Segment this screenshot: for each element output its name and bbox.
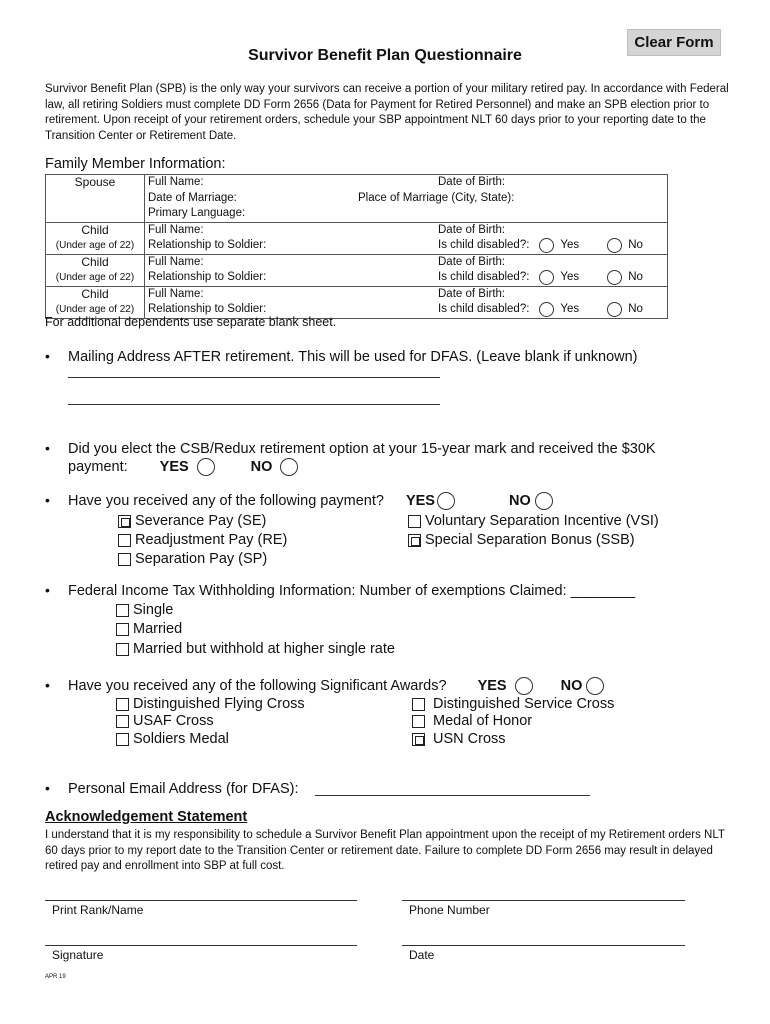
payment-no-radio[interactable] — [535, 492, 553, 510]
spouse-place-of-marriage[interactable]: Place of Marriage (City, State): — [358, 191, 515, 204]
awards-question: Have you received any of the following Significant Awards? — [68, 678, 447, 694]
spouse-dob[interactable]: Date of Birth: — [438, 176, 506, 188]
child-row: Child (Under age of 22) Full Name: Date of Birth: Relationship to Soldier: Is child disabled?: Yes No — [46, 254, 668, 286]
yes-radio[interactable] — [539, 270, 554, 285]
child-row: Child (Under age of 22) Full Name: Date of Birth: Relationship to Soldier: Is child disabled?: Yes No — [46, 286, 668, 318]
usn-checkbox[interactable] — [412, 733, 425, 746]
married-higher-option[interactable]: Married but withhold at higher single rate — [116, 640, 395, 659]
mailing-line-1[interactable] — [68, 377, 440, 378]
bullet: • — [45, 677, 50, 693]
usaf-cross-option[interactable]: USAF Cross — [116, 712, 214, 731]
no-radio[interactable] — [607, 270, 622, 285]
soldiers-medal-option[interactable]: Soldiers Medal — [116, 730, 229, 749]
married-higher-checkbox[interactable] — [116, 643, 129, 656]
spouse-row — [46, 175, 668, 223]
email-question: Personal Email Address (for DFAS): — [68, 781, 299, 797]
readjustment-pay-option[interactable]: Readjustment Pay (RE) — [118, 531, 287, 550]
spouse-primary-language[interactable]: Primary Language: — [148, 207, 246, 219]
csb-no-radio[interactable] — [280, 458, 298, 476]
yes-radio[interactable] — [539, 238, 554, 253]
child-full-name[interactable]: Full Name: — [148, 223, 204, 236]
bullet: • — [45, 780, 50, 796]
soldiers-medal-checkbox[interactable] — [116, 733, 129, 746]
email-line[interactable] — [315, 795, 590, 796]
bullet: • — [45, 348, 50, 364]
print-rank-line[interactable] — [45, 900, 357, 901]
awards-yes-radio[interactable] — [515, 677, 533, 695]
date-line[interactable] — [402, 945, 685, 946]
separation-pay-option[interactable]: Separation Pay (SP) — [118, 550, 267, 569]
spouse-full-name[interactable]: Full Name: — [148, 176, 204, 188]
bullet: • — [45, 440, 50, 456]
separation-checkbox[interactable] — [118, 553, 131, 566]
child-full-name[interactable]: Full Name: — [148, 255, 204, 268]
usn-cross-option[interactable]: USN Cross — [412, 730, 506, 749]
no-radio[interactable] — [607, 302, 622, 317]
intro-paragraph: Survivor Benefit Plan (SPB) is the only way your survivors can receive a portion of your military retired pay. In accordance with Federal law, all retiring Soldiers must complete DD Form 2656 (Data for Payment for Retired Personnel) and make an SPB election prior to retirement. Upon receipt of your retirement orders, schedule your SBP appointment NLT 60 days prior to your reporting date to the Transition Center or Retirement Date. — [45, 83, 729, 142]
clear-form-button[interactable]: Clear Form — [627, 29, 721, 56]
vsi-option[interactable]: Voluntary Separation Incentive (VSI) — [408, 512, 659, 531]
child-label: Child (Under age of 22) — [46, 254, 145, 286]
payment-question: Have you received any of the following payment? — [68, 493, 384, 509]
no-radio[interactable] — [607, 238, 622, 253]
moh-option[interactable]: Medal of Honor — [412, 712, 532, 731]
mailing-line-2[interactable] — [68, 404, 440, 405]
signature-line[interactable] — [45, 945, 357, 946]
usaf-checkbox[interactable] — [116, 715, 129, 728]
family-heading: Family Member Information: — [45, 156, 226, 172]
csb-answer-row: payment: YES NO — [68, 458, 304, 476]
child-label: Child (Under age of 22) — [46, 222, 145, 254]
ssb-checkbox[interactable] — [408, 534, 421, 547]
spouse-date-of-marriage[interactable]: Date of Marriage: — [148, 191, 237, 204]
form-revision: APR 19 — [45, 974, 66, 980]
csb-yes-radio[interactable] — [197, 458, 215, 476]
payment-question-row: Have you received any of the following payment? YES NO — [68, 492, 559, 510]
child-disabled-label: Is child disabled?: — [438, 303, 530, 315]
child-relationship[interactable]: Relationship to Soldier: — [148, 303, 267, 315]
married-option[interactable]: Married — [116, 620, 182, 639]
vsi-checkbox[interactable] — [408, 515, 421, 528]
tax-question: Federal Income Tax Withholding Information: Number of exemptions Claimed: ________ — [68, 583, 636, 599]
child-dob[interactable]: Date of Birth: — [438, 287, 506, 300]
dsc-checkbox[interactable] — [412, 698, 425, 711]
awards-no-radio[interactable] — [586, 677, 604, 695]
date-label: Date — [409, 948, 435, 962]
child-disabled-label: Is child disabled?: — [438, 271, 530, 283]
phone-line[interactable] — [402, 900, 685, 901]
bullet: • — [45, 492, 50, 508]
severance-pay-option[interactable]: Severance Pay (SE) — [118, 512, 266, 531]
payment-yes-radio[interactable] — [437, 492, 455, 510]
child-row: Child (Under age of 22) Full Name: Date of Birth: Relationship to Soldier: Is child disabled?: Yes No — [46, 222, 668, 254]
dfc-checkbox[interactable] — [116, 698, 129, 711]
yes-radio[interactable] — [539, 302, 554, 317]
child-relationship[interactable]: Relationship to Soldier: — [148, 271, 267, 283]
child-full-name[interactable]: Full Name: — [148, 287, 204, 300]
dsc-option[interactable]: Distinguished Service Cross — [412, 695, 614, 714]
bullet: • — [45, 582, 50, 598]
child-disabled-label: Is child disabled?: — [438, 239, 530, 251]
severance-checkbox[interactable] — [118, 515, 131, 528]
ack-text: I understand that it is my responsibility to schedule a Survivor Benefit Plan appointment upon the receipt of my Retirement orders NLT 60 days prior to my report date to the Transition Center or retirement date. Failure to complete DD Form 2656 may result in delayed retired pay and enrollment into SBP at full cost. — [45, 829, 725, 872]
dependents-note: For additional dependents use separate blank sheet. — [45, 315, 337, 329]
signature-label: Signature — [52, 948, 104, 962]
moh-checkbox[interactable] — [412, 715, 425, 728]
family-table — [45, 174, 668, 319]
awards-question-row: Have you received any of the following Significant Awards? YES NO — [68, 677, 610, 695]
single-checkbox[interactable] — [116, 604, 129, 617]
single-option[interactable]: Single — [116, 601, 173, 620]
csb-question: Did you elect the CSB/Redux retirement option at your 15-year mark and received the $30K — [68, 441, 656, 457]
page-title: Survivor Benefit Plan Questionnaire — [248, 47, 522, 64]
dfc-option[interactable]: Distinguished Flying Cross — [116, 695, 305, 714]
readjustment-checkbox[interactable] — [118, 534, 131, 547]
child-label: Child (Under age of 22) — [46, 286, 145, 318]
phone-label: Phone Number — [409, 903, 490, 917]
child-dob[interactable]: Date of Birth: — [438, 223, 506, 236]
spouse-label: Spouse — [46, 175, 145, 223]
mailing-question: Mailing Address AFTER retirement. This will be used for DFAS. (Leave blank if unknown) — [68, 349, 638, 365]
ack-heading: Acknowledgement Statement — [45, 809, 248, 825]
child-relationship[interactable]: Relationship to Soldier: — [148, 239, 267, 251]
child-dob[interactable]: Date of Birth: — [438, 255, 506, 268]
print-rank-label: Print Rank/Name — [52, 903, 144, 917]
married-checkbox[interactable] — [116, 623, 129, 636]
ssb-option[interactable]: Special Separation Bonus (SSB) — [408, 531, 635, 550]
